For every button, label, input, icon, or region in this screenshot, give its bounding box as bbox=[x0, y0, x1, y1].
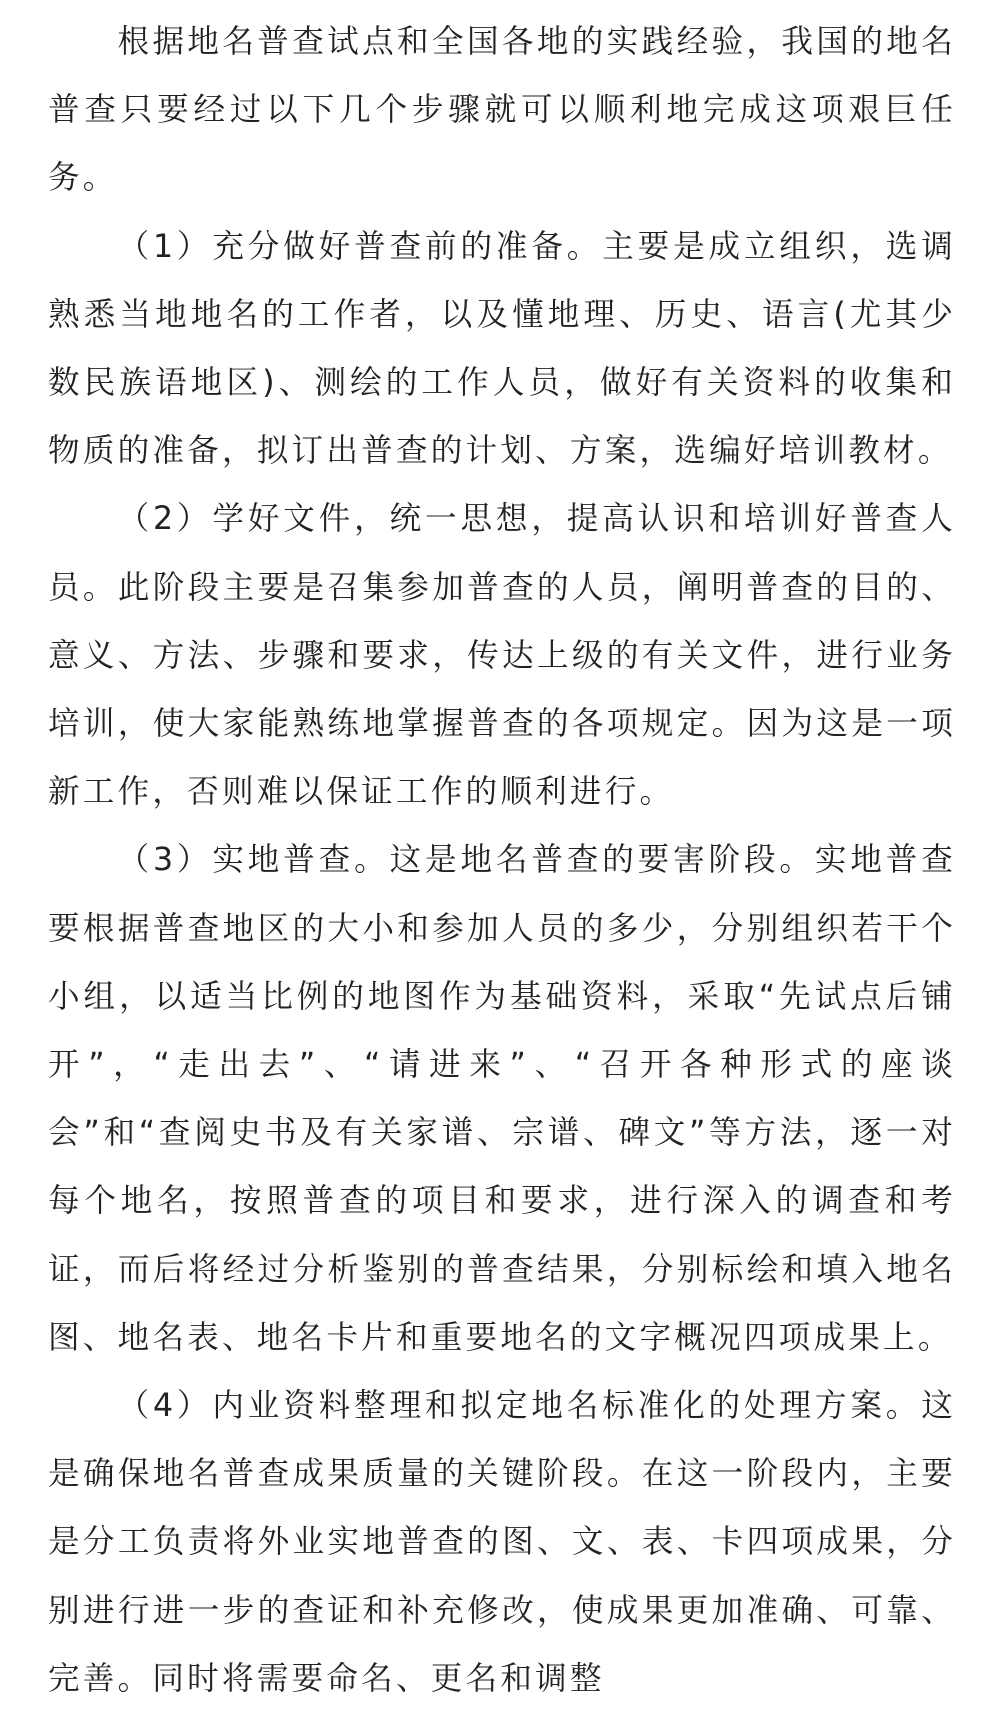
paragraph-step-2: （2）学好文件，统一思想，提高认识和培训好普查人员。此阶段主要是召集参加普查的人员，阐明普查的目的、意义、方法、步骤和要求，传达上级的有关文件，进行业务培训，使大家能熟练地掌握普查的各项规定。因为这是一项新工作，否则难以保证工作的顺利进行。 bbox=[48, 501, 956, 811]
paragraph-step-3: （3）实地普查。这是地名普查的要害阶段。实地普查要根据普查地区的大小和参加人员的多少，分别组织若干个小组，以适当比例的地图作为基础资料，采取“先试点后铺开”，“走出去”、“请进来”、“召开各种形式的座谈会”和“查阅史书及有关家谱、宗谱、碑文”等方法，逐一对每个地名，按照普查的项目和要求，进行深入的调查和考证，而后将经过分析鉴别的普查结果，分别标绘和填入地名图、地名表、地名卡片和重要地名的文字概况四项成果上。 bbox=[48, 842, 956, 1356]
paragraph-intro: 根据地名普查试点和全国各地的实践经验，我国的地名普查只要经过以下几个步骤就可以顺利地完成这项艰巨任务。 bbox=[48, 24, 956, 197]
paragraph-step-4: （4）内业资料整理和拟定地名标准化的处理方案。这是确保地名普查成果质量的关键阶段。在这一阶段内，主要是分工负责将外业实地普查的图、文、表、卡四项成果，分别进行进一步的查证和补充修改，使成果更加准确、可靠、完善。同时将需要命名、更名和调整 bbox=[48, 1388, 956, 1697]
paragraph-step-1: （1）充分做好普查前的准备。主要是成立组织，选调熟悉当地地名的工作者，以及懂地理、历史、语言(尤其少数民族语地区)、测绘的工作人员，做好有关资料的收集和物质的准备，拟订出普查的计划、方案，选编好培训教材。 bbox=[48, 228, 956, 470]
